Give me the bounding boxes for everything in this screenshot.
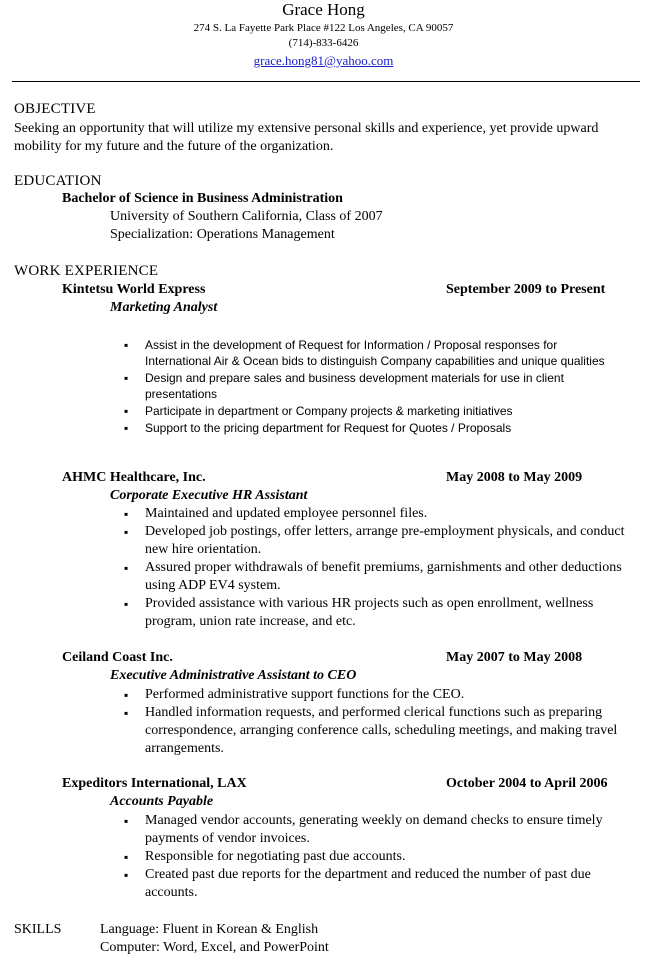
objective-text: Seeking an opportunity that will utilize my extensive personal skills and experience, yet provide upward mobility for my future and the future of the organization. bbox=[14, 121, 599, 154]
job-company: Expeditors International, LAX bbox=[62, 776, 247, 791]
job-bullets bbox=[122, 505, 642, 631]
job-bullets bbox=[122, 812, 642, 902]
job-title: Corporate Executive HR Assistant bbox=[110, 488, 308, 503]
list-item: ▪ Maintained and updated employee personnel files. bbox=[122, 505, 642, 523]
list-item: ▪ Assured proper withdrawals of benefit premiums, garnishments and other deductions using ADP EV4 system. bbox=[122, 559, 642, 595]
objective-heading: OBJECTIVE bbox=[14, 101, 96, 117]
job-company: Ceiland Coast Inc. bbox=[62, 650, 173, 665]
job-title: Executive Administrative Assistant to CEO bbox=[110, 668, 357, 683]
skills-heading: SKILLS bbox=[14, 922, 62, 937]
job-title: Accounts Payable bbox=[110, 794, 214, 809]
candidate-name: Grace Hong bbox=[282, 0, 365, 19]
list-item: ▪ Managed vendor accounts, generating weekly on demand checks to ensure timely payments of vendor invoices. bbox=[122, 812, 642, 848]
list-item: ▪ Created past due reports for the department and reduced the number of past due accounts. bbox=[122, 866, 642, 902]
job-bullets bbox=[122, 686, 642, 758]
list-item: ▪ Handled information requests, and performed clerical functions such as preparing correspondence, arranging conference calls, scheduling meetings, and making travel arrangements. bbox=[122, 704, 642, 758]
job-title: Marketing Analyst bbox=[110, 300, 218, 315]
list-item: ▪ Developed job postings, offer letters, arrange pre-employment physicals, and conduct new hire orientation. bbox=[122, 523, 642, 559]
list-item: ▪ Provided assistance with various HR projects such as open enrollment, wellness program, union rate increase, and etc. bbox=[122, 595, 642, 631]
phone-number: (714)-833-6426 bbox=[288, 37, 359, 49]
job-dates: October 2004 to April 2006 bbox=[446, 776, 608, 791]
address: 274 S. La Fayette Park Place #122 Los Angeles, CA 90057 bbox=[193, 22, 454, 34]
skill-language: Language: Fluent in Korean & English bbox=[100, 922, 319, 937]
education-heading: EDUCATION bbox=[14, 173, 102, 189]
job-bullets bbox=[122, 337, 622, 437]
list-item: ▪ Participate in department or Company projects & marketing initiatives bbox=[122, 403, 622, 419]
list-item: ▪ Support to the pricing department for Request for Quotes / Proposals bbox=[122, 420, 622, 436]
specialization: Specialization: Operations Management bbox=[110, 227, 335, 242]
list-item: ▪ Assist in the development of Request for Information / Proposal responses for International Air & Ocean bids to distinguish Company capabilities and unique qualities bbox=[122, 337, 622, 369]
school: University of Southern California, Class of 2007 bbox=[110, 209, 383, 224]
list-item: ▪ Responsible for negotiating past due accounts. bbox=[122, 848, 642, 866]
header-divider bbox=[12, 81, 640, 82]
work-experience-heading: WORK EXPERIENCE bbox=[14, 263, 159, 279]
email-link[interactable]: grace.hong81@yahoo.com bbox=[253, 53, 394, 68]
job-company: Kintetsu World Express bbox=[62, 282, 206, 297]
job-dates: May 2008 to May 2009 bbox=[446, 470, 583, 485]
email-row bbox=[0, 52, 647, 70]
job-company: AHMC Healthcare, Inc. bbox=[62, 470, 206, 485]
list-item: ▪ Design and prepare sales and business development materials for use in client presentations bbox=[122, 370, 622, 402]
list-item: ▪ Performed administrative support functions for the CEO. bbox=[122, 686, 642, 704]
skill-computer: Computer: Word, Excel, and PowerPoint bbox=[100, 940, 329, 955]
job-dates: May 2007 to May 2008 bbox=[446, 650, 583, 665]
degree: Bachelor of Science in Business Administration bbox=[62, 191, 343, 206]
job-dates: September 2009 to Present bbox=[446, 282, 606, 297]
